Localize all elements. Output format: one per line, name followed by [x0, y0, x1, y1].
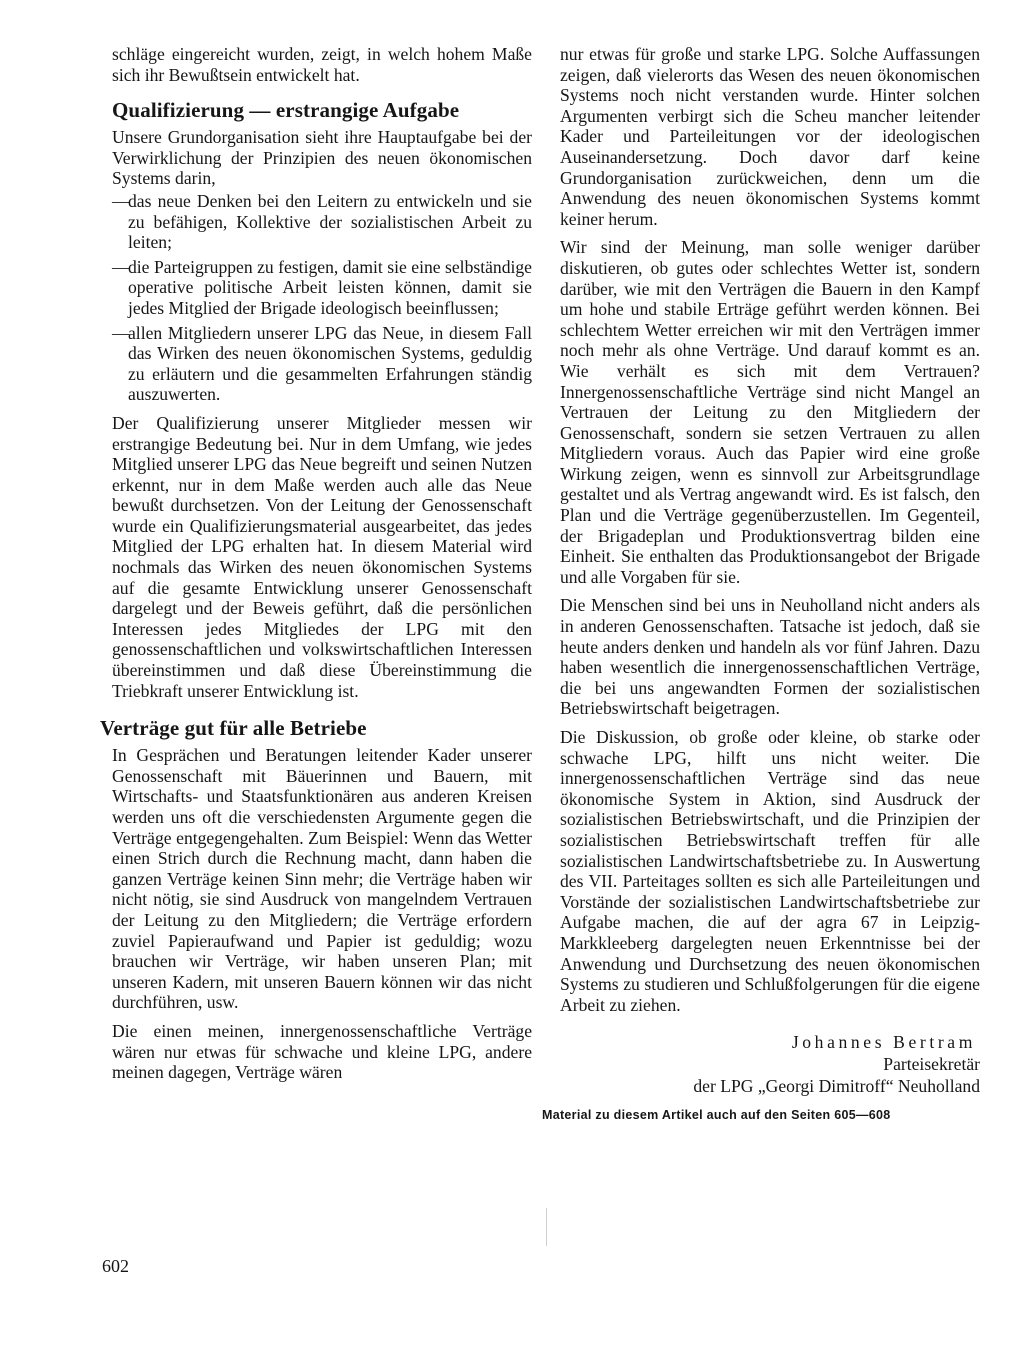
author-organization: der LPG „Georgi Dimitroff“ Neuholland [693, 1076, 980, 1097]
author-role: Parteisekretär [883, 1054, 980, 1075]
contracts-body-2: Die einen meinen, innergenossenschaftliche Verträge wären nur etwas für schwache und kleine LPG, andere meinen dagegen, Verträge wären [112, 1020, 532, 1083]
qualification-intro: Unsere Grundorganisation sieht ihre Hauptaufgabe bei der Verwirklichung der Prinzipien des neuen ökonomischen Systems darin, [112, 127, 532, 189]
list-item [112, 323, 532, 405]
dash-marker: — [112, 322, 130, 343]
intro-continuation: schläge eingereicht wurden, zeigt, in welch hohem Maße sich ihr Bewußtsein entwickelt hat. [112, 44, 532, 85]
list-item-text: allen Mitgliedern unserer LPG das Neue, in diesem Fall das Wirken des neuen ökonomischen Systems, geduldig zu erläutern und die gesammelten Erfahrungen ständig auszuwerten. [128, 322, 532, 405]
right-para-1: nur etwas für große und starke LPG. Solche Auffassungen zeigen, daß vielerorts das Wesen des neuen ökonomischen Systems noch nicht verstanden wurde. Hinter solchen Argumenten verbirgt sich die Scheu mancher leitender Kader und Parteileitungen vor der ideologischen Auseinandersetzung. Doch davor darf keine Grundorganisation zurückweichen, denn um die Anwendung des neuen ökonomischen Systems kommt keiner herum. [560, 44, 980, 229]
page-number: 602 [102, 1256, 129, 1276]
dash-marker: — [112, 190, 130, 211]
list-item-text: das neue Denken bei den Leitern zu entwickeln und sie zu befähigen, Kollektive der sozialistischen Arbeit zu leiten; [128, 190, 532, 253]
contracts-body-1: In Gesprächen und Beratungen leitender Kader unserer Genossenschaft mit Bäuerinnen und Bauern, mit Wirtschafts- und Staatsfunktionären aus anderen Kreisen werden uns oft die verschiedensten Argumente gegen die Verträge entgegengehalten. Zum Beispiel: Wenn das Wetter einen Strich durch die Rechnung macht, dann haben die ganzen Verträge keinen Sinn mehr; die Verträge haben wir nicht nötig, sie sind Ausdruck von mangelndem Vertrauen der Leitung zu den Mitgliedern; die Verträge erfordern zuviel Papieraufwand und Papier ist geduldig; wozu brauchen wir Verträge, wir haben unseren Plan; mit unseren Kadern, mit unseren Bauern können wir das nicht durchführen, usw. [112, 745, 532, 1013]
heading-qualification: Qualifizierung — erstrangige Aufgabe [112, 98, 460, 123]
qualification-task-list [112, 191, 532, 405]
right-para-3: Die Menschen sind bei uns in Neuholland nicht anders als in anderen Genossenschaften. Tatsache ist jedoch, daß sie heute anders denken und handeln als vor fünf Jahren. Dazu haben wesentlich die innergenossenschaftlichen Verträge, die bei uns angewandten Formen der sozialistischen Betriebswirtschaft beigetragen. [560, 595, 980, 719]
dash-marker: — [112, 256, 130, 277]
heading-contracts: Verträge gut für alle Betriebe [100, 716, 367, 741]
list-item-text: die Parteigruppen zu festigen, damit sie eine selbständige operative politische Arbeit leisten können, damit sie jedes Mitglied der Brigade ideologisch beeinflussen; [128, 256, 532, 318]
left-column [100, 44, 532, 1091]
source-note: Material zu diesem Artikel auch auf den Seiten 605—608 [542, 1108, 891, 1123]
signature-block [560, 1031, 980, 1097]
right-para-2: Wir sind der Meinung, man solle weniger darüber diskutieren, ob gutes oder schlechtes Wetter ist, sondern darüber, wie mit den Verträgen die Bauern in den Kampf um hohe und stabile Erträge geführt werden können. Bei schlechtem Wetter erreichen wir mit den Verträgen immer noch mehr als ohne Verträge. Und darauf kommt es an. Wie verhält es sich mit dem Vertrauen? Innergenossenschaftliche Verträge sind nicht Mangel an Vertrauen der Leitung zu den Mitgliedern der Genossenschaft, sondern sie setzen Vertrauen zu allen Mitgliedern voraus. Auch das Papier wird eine große Wirkung zeigen, wenn es sinnvoll zur Arbeitsgrundlage gestaltet und als Vertrag angewandt wird. Es ist falsch, den Plan und die Verträge gegenüberzustellen. Im Gegenteil, der Brigadeplan und Produktionsvertrag bilden eine Einheit. Sie enthalten das Produktionsangebot der Brigade und alle Vorgaben für sie. [560, 237, 980, 587]
author-name: Johannes Bertram [791, 1032, 976, 1053]
column-divider [546, 1208, 547, 1246]
list-item [112, 191, 532, 253]
right-para-4: Die Diskussion, ob große oder kleine, ob starke oder schwache LPG, hilft uns nicht weiter. Die innergenossenschaftlichen Verträge sind das neue ökonomische System in Aktion, sind Ausdruck der sozialistischen Betriebswirtschaft, und die Prinzipien der sozialistischen Betriebswirtschaft treffen für alle sozialistischen Landwirtschaftsbetriebe zu. In Auswertung des VII. Parteitages sollten es sich alle Parteileitungen und Vorstände der sozialistischen Landwirtschaftsbetriebe zur Aufgabe machen, die auf der agra 67 in Leipzig-Markkleeberg dargelegten neuen Erkenntnisse bei der Anwendung und Durchsetzung des neuen ökonomischen Systems zu studieren und Schlußfolgerungen für die eigene Arbeit zu ziehen. [560, 727, 980, 1015]
list-item [112, 257, 532, 319]
right-column [542, 44, 980, 1126]
qualification-body: Der Qualifizierung unserer Mitglieder messen wir erstrangige Bedeutung bei. Nur in dem Umfang, wie jedes Mitglied unserer LPG das Neue begreift und seinen Nutzen erkennt, nur in dem Maße werden auch alle das Neue bewußt durchsetzen. Von der Leitung der Genossenschaft wurde ein Qualifizierungsmaterial ausgearbeitet, das jedes Mitglied der LPG erhalten hat. In diesem Material wird nochmals das Wirken des neuen ökonomischen Systems auf die gesamte Entwicklung unserer Genossenschaft dargelegt und der Beweis geführt, daß die persönlichen Interessen jedes Mitgliedes der LPG mit den genossenschaftlichen und volkswirtschaftlichen Interessen übereinstimmen und daß diese Übereinstimmung die Triebkraft unserer Entwicklung ist. [112, 412, 532, 701]
